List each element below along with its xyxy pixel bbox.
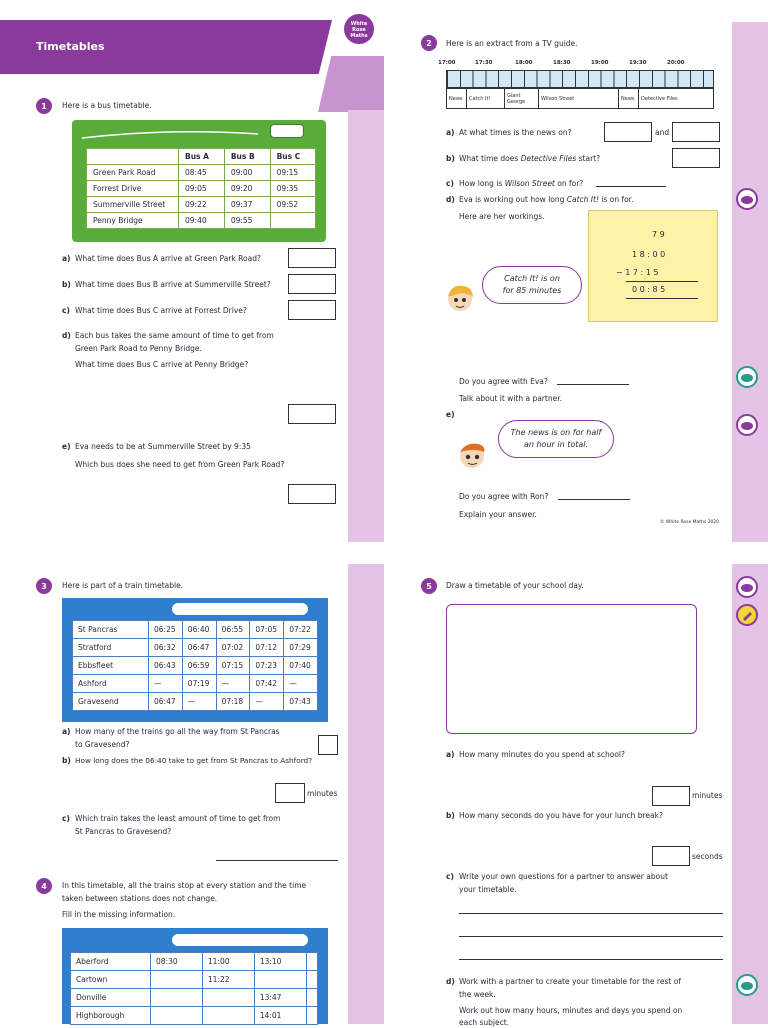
logo-text-1: White — [350, 21, 368, 27]
q5a-unit: minutes — [692, 791, 723, 800]
table-cell: Summerville Street — [87, 197, 179, 213]
tv-time: 19:00 — [591, 60, 609, 66]
table-cell: 07:18 — [216, 693, 250, 711]
q1c-answer-box[interactable] — [288, 300, 336, 320]
cloud-icon — [740, 582, 754, 592]
table-header: Bus B — [224, 149, 270, 165]
bus-timetable-panel — [72, 120, 326, 242]
bus-icon — [270, 124, 304, 138]
tv-time-ruler — [446, 70, 714, 88]
q2a-label: a) — [446, 128, 455, 137]
reasoning-icon — [736, 414, 758, 436]
bus-table — [86, 148, 316, 229]
table-row — [87, 165, 316, 181]
table-cell: 07:40 — [284, 657, 318, 675]
table-cell: Donville — [71, 989, 151, 1007]
tv-time: 17:30 — [475, 60, 493, 66]
q5d-label: d) — [446, 977, 455, 986]
q1a-label: a) — [62, 254, 71, 263]
tv-time: 18:00 — [515, 60, 533, 66]
cloud-icon — [740, 194, 754, 204]
white-rose-logo — [342, 12, 376, 46]
table-cell: 07:43 — [284, 693, 318, 711]
ron-speech-bubble — [498, 420, 614, 458]
ron-bubble-line-1: The news is on for half — [510, 428, 602, 437]
q2c-label: c) — [446, 179, 454, 188]
cloud-icon — [740, 420, 754, 430]
q1c-label: c) — [62, 306, 70, 315]
table-cell: — — [149, 675, 183, 693]
talk-icon — [736, 974, 758, 996]
table-cell: 06:25 — [149, 621, 183, 639]
logo-text-3: Maths — [350, 33, 368, 39]
question-number-1: 1 — [36, 98, 52, 114]
table-cell: 09:00 — [224, 165, 270, 181]
table-row — [71, 989, 318, 1007]
q3b-unit: minutes — [307, 789, 338, 798]
q5b-unit: seconds — [692, 852, 723, 861]
table-cell: Gravesend — [73, 693, 149, 711]
table-cell[interactable] — [306, 953, 317, 971]
eva-bubble-line-1: Catch It! is on — [504, 274, 560, 283]
tv-program: News — [447, 89, 467, 109]
q3-intro: Here is part of a train timetable. — [62, 581, 184, 590]
table-cell[interactable] — [151, 1007, 203, 1025]
reasoning-icon — [736, 576, 758, 598]
q2d-talk: Talk about it with a partner. — [459, 394, 562, 403]
side-stripe — [348, 564, 384, 1024]
calc-line-2: − 1 7 : 1 5 — [616, 268, 659, 277]
table-cell: 06:47 — [182, 639, 216, 657]
table-cell: 09:35 — [270, 181, 315, 197]
q3a-label: a) — [62, 727, 71, 736]
table-cell[interactable] — [202, 989, 254, 1007]
table-cell: 09:05 — [179, 181, 225, 197]
table-cell: 07:42 — [250, 675, 284, 693]
table-cell: 07:23 — [250, 657, 284, 675]
q5a-answer-box[interactable] — [652, 786, 690, 806]
table-row — [71, 953, 318, 971]
question-number-4: 4 — [36, 878, 52, 894]
pencil-icon — [736, 604, 758, 626]
q5d-text-2: the week. — [459, 990, 496, 999]
table-row — [71, 971, 318, 989]
q2b-answer-box[interactable] — [672, 148, 720, 168]
q2c-text-italic: Wilson Street — [504, 179, 555, 188]
logo-text-2: Rose — [352, 27, 366, 33]
table-cell[interactable] — [151, 971, 203, 989]
train-icon — [172, 934, 308, 946]
talk-icon — [736, 366, 758, 388]
eva-avatar — [440, 282, 476, 314]
ron-avatar — [452, 438, 492, 472]
q3c-text-1: Which train takes the least amount of time to get from — [75, 814, 281, 823]
table-cell: 13:47 — [254, 989, 306, 1007]
q2d-workings-text: Here are her workings. — [459, 212, 545, 221]
table-cell: 07:05 — [250, 621, 284, 639]
table-cell[interactable] — [254, 971, 306, 989]
table-row — [87, 213, 316, 229]
q2e-explain: Explain your answer. — [459, 510, 537, 519]
q5d-text-3: Work out how many hours, minutes and days you spend on — [459, 1006, 683, 1015]
q1e-text-1: Eva needs to be at Summerville Street by 9:35 — [75, 442, 251, 451]
table-cell: Stratford — [73, 639, 149, 657]
q2e-answer-line[interactable] — [558, 499, 630, 500]
table-cell: 08:30 — [151, 953, 203, 971]
tv-program: News — [619, 89, 639, 109]
tv-guide-table — [446, 88, 714, 109]
q5c-label: c) — [446, 872, 454, 881]
calc-line-1: 1 8 : 0 0 — [632, 250, 666, 259]
copyright: © White Rose Maths 2020 — [660, 520, 720, 525]
side-stripe — [732, 564, 768, 1024]
table-cell: 13:10 — [254, 953, 306, 971]
tv-program: Catch It! — [467, 89, 505, 109]
table-cell: Forrest Drive — [87, 181, 179, 197]
calc-carry: 7 9 — [652, 230, 665, 239]
q2c-answer-line[interactable] — [596, 186, 666, 187]
q1a-answer-box[interactable] — [288, 248, 336, 268]
q5b-text: How many seconds do you have for your lunch break? — [459, 811, 663, 820]
q5c-text-2: your timetable. — [459, 885, 517, 894]
q2d-text-post: is on for. — [598, 195, 634, 204]
eva-bubble-line-2: for 85 minutes — [502, 286, 562, 295]
q2d-text-pre: Eva is working out how long — [459, 195, 567, 204]
table-cell: 09:15 — [270, 165, 315, 181]
train-timetable-panel — [62, 598, 328, 722]
table-cell: 06:43 — [149, 657, 183, 675]
table-header: Bus A — [179, 149, 225, 165]
q1b-text: What time does Bus B arrive at Summerville Street? — [75, 280, 271, 289]
table-cell: 07:15 — [216, 657, 250, 675]
q3a-answer-box[interactable] — [318, 735, 338, 755]
q2-intro: Here is an extract from a TV guide. — [446, 39, 578, 48]
table-row — [73, 693, 318, 711]
q3c-answer-line[interactable] — [216, 860, 338, 861]
table-cell: 06:40 — [182, 621, 216, 639]
bus-road-swoosh — [80, 126, 260, 142]
tv-program: Giant George — [505, 89, 539, 109]
q2a-and: and — [655, 128, 670, 137]
q1b-label: b) — [62, 280, 71, 289]
table-cell: 09:20 — [224, 181, 270, 197]
table-cell: St Pancras — [73, 621, 149, 639]
q1d-answer-box[interactable] — [288, 404, 336, 424]
q2d-text-italic: Catch It! — [566, 195, 599, 204]
q3c-text-2: St Pancras to Gravesend? — [75, 827, 172, 836]
table-cell — [270, 213, 315, 229]
q4-intro-2: taken between stations does not change. — [62, 894, 218, 903]
tv-time: 20:00 — [667, 60, 685, 66]
tv-times — [438, 60, 718, 70]
q1d-text-3: What time does Bus C arrive at Penny Bridge? — [75, 360, 249, 369]
q3c-label: c) — [62, 814, 70, 823]
table-cell: 09:22 — [179, 197, 225, 213]
q4-intro-3: Fill in the missing information. — [62, 910, 176, 919]
table-cell: 07:12 — [250, 639, 284, 657]
q2c-text — [459, 179, 583, 189]
timetable-drawing-area[interactable] — [446, 604, 697, 734]
q2d-answer-line[interactable] — [557, 384, 629, 385]
q2a-answer-box-2[interactable] — [672, 122, 720, 142]
q2d-agree-eva: Do you agree with Eva? — [459, 377, 548, 386]
q5c-answer-line-3[interactable] — [459, 959, 723, 960]
q3b-label: b) — [62, 756, 71, 765]
q2d-text — [459, 195, 633, 205]
table-row — [87, 149, 316, 165]
tv-time: 17:00 — [438, 60, 456, 66]
calc-divider — [626, 298, 698, 299]
table-cell: — — [250, 693, 284, 711]
table-cell: 06:32 — [149, 639, 183, 657]
q2b-label: b) — [446, 154, 455, 163]
table-cell: 11:22 — [202, 971, 254, 989]
table-cell: 07:02 — [216, 639, 250, 657]
page-title: Timetables — [36, 40, 105, 53]
table-cell: 06:55 — [216, 621, 250, 639]
table-row — [87, 181, 316, 197]
side-stripe — [732, 22, 768, 542]
table-row — [447, 89, 714, 109]
q2b-text-italic: Detective Files — [520, 154, 577, 163]
table-cell: 09:52 — [270, 197, 315, 213]
table-cell[interactable] — [306, 989, 317, 1007]
table-cell: — — [216, 675, 250, 693]
speech-icon — [740, 372, 754, 382]
q4-train-table — [70, 952, 318, 1025]
table-cell: 14:01 — [254, 1007, 306, 1025]
ron-bubble-line-2: an hour in total. — [523, 440, 589, 449]
q3b-answer-box[interactable] — [275, 783, 305, 803]
q1e-label: e) — [62, 442, 71, 451]
train-timetable-panel-2 — [62, 928, 328, 1024]
table-cell: Aberford — [71, 953, 151, 971]
side-stripe — [348, 110, 384, 542]
table-cell: 09:55 — [224, 213, 270, 229]
table-row — [71, 1007, 318, 1025]
q2b-text-post: start? — [576, 154, 601, 163]
q2a-text: At what times is the news on? — [459, 128, 572, 137]
q4-intro-1: In this timetable, all the trains stop at every station and the time — [62, 881, 307, 890]
q2b-text — [459, 154, 600, 164]
table-cell: — — [182, 693, 216, 711]
q5d-text-1: Work with a partner to create your timetable for the rest of — [459, 977, 681, 986]
table-cell: Ebbsfleet — [73, 657, 149, 675]
q1d-text-1: Each bus takes the same amount of time to get from — [75, 331, 274, 340]
q1d-label: d) — [62, 331, 71, 340]
table-cell: Cartown — [71, 971, 151, 989]
table-cell: 07:29 — [284, 639, 318, 657]
q2d-label: d) — [446, 195, 455, 204]
table-cell[interactable] — [306, 1007, 317, 1025]
tv-program: Wilson Street — [539, 89, 619, 109]
eva-face-icon — [440, 282, 476, 314]
q1a-text: What time does Bus A arrive at Green Park Road? — [75, 254, 261, 263]
tv-time: 19:30 — [629, 60, 647, 66]
table-row — [73, 639, 318, 657]
table-cell: 11:00 — [202, 953, 254, 971]
q2b-text-pre: What time does — [459, 154, 521, 163]
table-cell: Ashford — [73, 675, 149, 693]
train-icon — [172, 603, 308, 615]
q3b-text: How long does the 06:40 take to get from St Pancras to Ashford? — [75, 756, 313, 765]
table-cell[interactable] — [306, 971, 317, 989]
table-row — [73, 621, 318, 639]
table-cell: 09:37 — [224, 197, 270, 213]
q1-intro: Here is a bus timetable. — [62, 101, 152, 110]
question-number-5: 5 — [421, 578, 437, 594]
calc-divider — [626, 281, 698, 282]
table-cell[interactable] — [151, 989, 203, 1007]
q1b-answer-box[interactable] — [288, 274, 336, 294]
q2e-agree-ron: Do you agree with Ron? — [459, 492, 549, 501]
table-cell: 08:45 — [179, 165, 225, 181]
q5b-answer-box[interactable] — [652, 846, 690, 866]
table-row — [87, 197, 316, 213]
q2c-text-post: on for? — [554, 179, 584, 188]
q5a-text: How many minutes do you spend at school? — [459, 750, 625, 759]
table-cell: Penny Bridge — [87, 213, 179, 229]
q2c-text-pre: How long is — [459, 179, 505, 188]
table-cell[interactable] — [202, 1007, 254, 1025]
q3a-text-1: How many of the trains go all the way from St Pancras — [75, 727, 280, 736]
q1e-answer-box[interactable] — [288, 484, 336, 504]
table-cell: — — [284, 675, 318, 693]
table-header: Bus C — [270, 149, 315, 165]
q5c-answer-line-1[interactable] — [459, 913, 723, 914]
tv-program: Detective Files — [639, 89, 714, 109]
q5d-text-4: each subject. — [459, 1018, 510, 1027]
q5c-text-1: Write your own questions for a partner to answer about — [459, 872, 668, 881]
q1e-text-2: Which bus does she need to get from Green Park Road? — [75, 460, 285, 469]
header-accent — [318, 56, 384, 112]
table-cell: Highborough — [71, 1007, 151, 1025]
q2a-answer-box-1[interactable] — [604, 122, 652, 142]
speech-icon — [740, 980, 754, 990]
ron-face-icon — [452, 438, 492, 472]
eva-speech-bubble — [482, 266, 582, 304]
tv-time: 18:30 — [553, 60, 571, 66]
question-number-2: 2 — [421, 35, 437, 51]
question-number-3: 3 — [36, 578, 52, 594]
table-cell: 07:19 — [182, 675, 216, 693]
q5b-label: b) — [446, 811, 455, 820]
table-cell: 06:47 — [149, 693, 183, 711]
eva-workings-panel — [588, 210, 718, 322]
pencil-glyph-icon — [740, 608, 754, 622]
table-cell: 09:40 — [179, 213, 225, 229]
q5-intro: Draw a timetable of your school day. — [446, 581, 584, 590]
reasoning-icon — [736, 188, 758, 210]
q1c-text: What time does Bus C arrive at Forrest Drive? — [75, 306, 247, 315]
q5a-label: a) — [446, 750, 455, 759]
q2e-label: e) — [446, 410, 455, 419]
table-cell: 07:22 — [284, 621, 318, 639]
q1d-text-2: Green Park Road to Penny Bridge. — [75, 344, 202, 353]
table-row — [73, 657, 318, 675]
table-cell: 06:59 — [182, 657, 216, 675]
table-cell — [87, 149, 179, 165]
calc-line-3: 0 0 : 8 5 — [632, 285, 666, 294]
q3a-text-2: to Gravesend? — [75, 740, 130, 749]
q5c-answer-line-2[interactable] — [459, 936, 723, 937]
table-row — [73, 675, 318, 693]
train-table — [72, 620, 318, 711]
table-cell: Green Park Road — [87, 165, 179, 181]
